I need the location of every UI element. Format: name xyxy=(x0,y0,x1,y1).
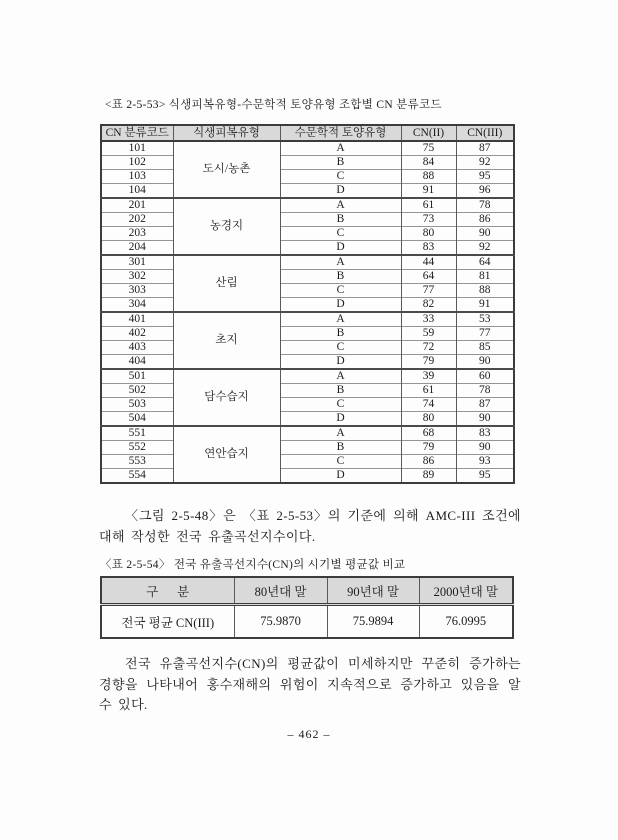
cn2-value-cell: 82 xyxy=(401,298,456,313)
cn3-value-cell: 64 xyxy=(456,255,514,270)
soil-type-cell: A xyxy=(280,255,401,270)
cn-code-cell: 552 xyxy=(101,441,173,455)
cn3-value-cell: 88 xyxy=(456,284,514,298)
cn-code-cell: 554 xyxy=(101,469,173,484)
cn3-value-cell: 83 xyxy=(456,426,514,441)
table-row xyxy=(101,398,514,412)
soil-type-cell: A xyxy=(280,312,401,327)
cn2-value-cell: 39 xyxy=(401,369,456,384)
vegetation-type-cell: 담수습지 xyxy=(173,369,280,426)
paragraph-trend-conclusion: 전국 유출곡선지수(CN)의 평균값이 미세하지만 꾸준히 증가하는 경향을 나타내어 홍수재해의 위험이 지속적으로 증가하고 있음을 알 수 있다. xyxy=(99,656,521,712)
soil-type-cell: D xyxy=(280,412,401,427)
cn3-value-cell: 87 xyxy=(456,398,514,412)
cn-code-cell: 202 xyxy=(101,213,173,227)
soil-type-cell: A xyxy=(280,198,401,213)
cn3-value-cell: 90 xyxy=(456,355,514,370)
cn-code-cell: 501 xyxy=(101,369,173,384)
cn-classification-table xyxy=(100,124,515,484)
soil-type-cell: B xyxy=(280,270,401,284)
cn2-value-cell: 91 xyxy=(401,184,456,199)
cn2-value-cell: 64 xyxy=(401,270,456,284)
soil-type-cell: C xyxy=(280,170,401,184)
cn2-value-cell: 80 xyxy=(401,227,456,241)
table-row xyxy=(101,441,514,455)
column-header: 2000년대 말 xyxy=(419,577,513,605)
cn2-value-cell: 79 xyxy=(401,355,456,370)
cn2-value-cell: 75 xyxy=(401,141,456,156)
cn2-value-cell: 88 xyxy=(401,170,456,184)
cn-code-cell: 102 xyxy=(101,156,173,170)
table-row xyxy=(101,312,514,327)
table-row xyxy=(101,455,514,469)
cn3-value-cell: 90 xyxy=(456,412,514,427)
column-header: 수문학적 토양유형 xyxy=(280,125,401,141)
cn3-value-cell: 93 xyxy=(456,455,514,469)
table-2-5-53-caption: <표 2-5-53> 식생피복유형-수문학적 토양유형 조합별 CN 분류코드 xyxy=(105,99,442,111)
cn-code-cell: 551 xyxy=(101,426,173,441)
cn2-value-cell: 61 xyxy=(401,198,456,213)
cn-code-cell: 301 xyxy=(101,255,173,270)
cn-code-cell: 404 xyxy=(101,355,173,370)
vegetation-type-cell: 농경지 xyxy=(173,198,280,255)
column-header: 80년대 말 xyxy=(234,577,327,605)
cn2-value-cell: 72 xyxy=(401,341,456,355)
cn2-value-cell: 77 xyxy=(401,284,456,298)
cn3-value-cell: 92 xyxy=(456,156,514,170)
cn3-value-cell: 81 xyxy=(456,270,514,284)
cn3-value-cell: 53 xyxy=(456,312,514,327)
table-row xyxy=(101,412,514,427)
paragraph-amc-condition: 〈그림 2-5-48〉은 〈표 2-5-53〉의 기준에 의해 AMC-III 조건에 대해 작성한 전국 유출곡선지수이다. xyxy=(99,508,521,544)
table-row xyxy=(101,198,514,213)
table-row xyxy=(101,341,514,355)
table-header-row xyxy=(101,125,514,141)
soil-type-cell: A xyxy=(280,369,401,384)
soil-type-cell: C xyxy=(280,341,401,355)
table-row xyxy=(101,184,514,199)
cn-code-cell: 403 xyxy=(101,341,173,355)
soil-type-cell: C xyxy=(280,455,401,469)
soil-type-cell: A xyxy=(280,426,401,441)
table-row xyxy=(101,384,514,398)
soil-type-cell: C xyxy=(280,398,401,412)
cn3-value-cell: 87 xyxy=(456,141,514,156)
cn3-value-cell: 85 xyxy=(456,341,514,355)
table-row xyxy=(101,426,514,441)
cn3-value-cell: 78 xyxy=(456,198,514,213)
cn2-value-cell: 61 xyxy=(401,384,456,398)
column-header: 식생피복유형 xyxy=(173,125,280,141)
column-header: CN(II) xyxy=(401,125,456,141)
cn-code-cell: 302 xyxy=(101,270,173,284)
soil-type-cell: D xyxy=(280,184,401,199)
soil-type-cell: D xyxy=(280,355,401,370)
vegetation-type-cell: 초지 xyxy=(173,312,280,369)
cn2-value-cell: 80 xyxy=(401,412,456,427)
table-row xyxy=(101,298,514,313)
cn3-value-cell: 95 xyxy=(456,170,514,184)
soil-type-cell: A xyxy=(280,141,401,156)
soil-type-cell: D xyxy=(280,241,401,256)
cn3-value-cell: 77 xyxy=(456,327,514,341)
cn2-value-cell: 79 xyxy=(401,441,456,455)
cn3-value-cell: 90 xyxy=(456,441,514,455)
table-row xyxy=(101,213,514,227)
cn-code-cell: 504 xyxy=(101,412,173,427)
table-row xyxy=(101,227,514,241)
cn2-value-cell: 89 xyxy=(401,469,456,484)
vegetation-type-cell: 도시/농촌 xyxy=(173,141,280,198)
table-row xyxy=(101,284,514,298)
column-header: 90년대 말 xyxy=(327,577,419,605)
soil-type-cell: D xyxy=(280,298,401,313)
cn3-value-cell: 86 xyxy=(456,213,514,227)
cn-code-cell: 103 xyxy=(101,170,173,184)
cn2-value-cell: 33 xyxy=(401,312,456,327)
cn3-value-cell: 95 xyxy=(456,469,514,484)
table-row xyxy=(101,469,514,484)
cn-code-cell: 303 xyxy=(101,284,173,298)
soil-type-cell: B xyxy=(280,327,401,341)
cn-average-value-cell: 75.9870 xyxy=(234,605,327,639)
table-row xyxy=(101,141,514,156)
cn2-value-cell: 44 xyxy=(401,255,456,270)
table-row xyxy=(101,605,513,639)
column-header: CN(III) xyxy=(456,125,514,141)
table-row xyxy=(101,241,514,256)
cn-code-cell: 553 xyxy=(101,455,173,469)
cn-average-value-cell: 75.9894 xyxy=(327,605,419,639)
cn2-value-cell: 74 xyxy=(401,398,456,412)
soil-type-cell: B xyxy=(280,213,401,227)
table-header-row xyxy=(101,577,513,605)
cn2-value-cell: 68 xyxy=(401,426,456,441)
row-label-cell: 전국 평균 CN(III) xyxy=(101,605,234,639)
table-row xyxy=(101,369,514,384)
cn-code-cell: 402 xyxy=(101,327,173,341)
cn-code-cell: 104 xyxy=(101,184,173,199)
cn2-value-cell: 59 xyxy=(401,327,456,341)
cn2-value-cell: 84 xyxy=(401,156,456,170)
cn3-value-cell: 78 xyxy=(456,384,514,398)
table-2-5-54-caption: 〈표 2-5-54〉 전국 유출곡선지수(CN)의 시기별 평균값 비교 xyxy=(100,559,406,571)
cn-code-cell: 304 xyxy=(101,298,173,313)
cn3-value-cell: 96 xyxy=(456,184,514,199)
table-row xyxy=(101,156,514,170)
soil-type-cell: B xyxy=(280,441,401,455)
table-row xyxy=(101,270,514,284)
table-row xyxy=(101,170,514,184)
vegetation-type-cell: 산림 xyxy=(173,255,280,312)
cn-code-cell: 503 xyxy=(101,398,173,412)
cn3-value-cell: 60 xyxy=(456,369,514,384)
cn2-value-cell: 86 xyxy=(401,455,456,469)
vegetation-type-cell: 연안습지 xyxy=(173,426,280,483)
cn-average-comparison-table xyxy=(100,576,514,639)
cn3-value-cell: 91 xyxy=(456,298,514,313)
cn-code-cell: 204 xyxy=(101,241,173,256)
cn-code-cell: 401 xyxy=(101,312,173,327)
cn3-value-cell: 92 xyxy=(456,241,514,256)
table-row xyxy=(101,255,514,270)
cn2-value-cell: 73 xyxy=(401,213,456,227)
soil-type-cell: B xyxy=(280,156,401,170)
soil-type-cell: D xyxy=(280,469,401,484)
table-row xyxy=(101,327,514,341)
cn-code-cell: 201 xyxy=(101,198,173,213)
page-number: – 462 – xyxy=(287,727,331,741)
column-header: CN 분류코드 xyxy=(101,125,173,141)
soil-type-cell: C xyxy=(280,227,401,241)
cn-average-value-cell: 76.0995 xyxy=(419,605,513,639)
cn-code-cell: 101 xyxy=(101,141,173,156)
column-header: 구 분 xyxy=(101,577,234,605)
soil-type-cell: B xyxy=(280,384,401,398)
cn-code-cell: 502 xyxy=(101,384,173,398)
table-row xyxy=(101,355,514,370)
cn2-value-cell: 83 xyxy=(401,241,456,256)
soil-type-cell: C xyxy=(280,284,401,298)
cn3-value-cell: 90 xyxy=(456,227,514,241)
cn-code-cell: 203 xyxy=(101,227,173,241)
